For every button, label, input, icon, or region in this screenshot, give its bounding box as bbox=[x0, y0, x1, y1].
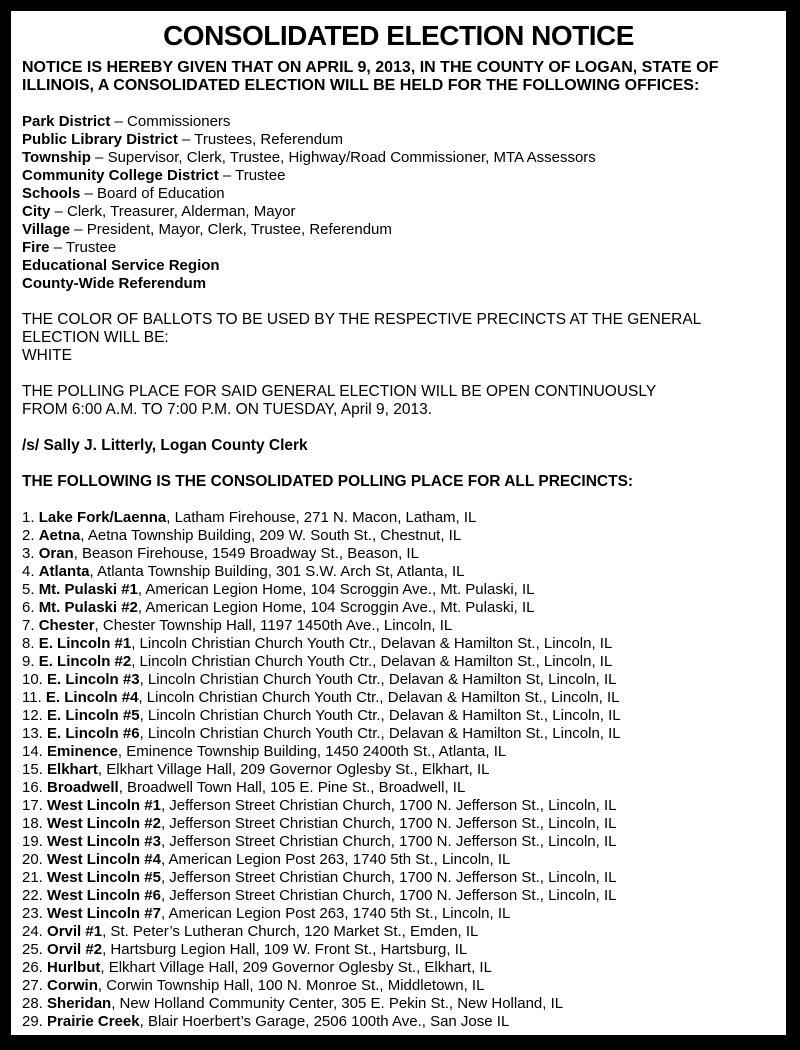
precinct-name: West Lincoln #1 bbox=[47, 797, 161, 814]
precinct-location: , American Legion Post 263, 1740 5th St., Lincoln, IL bbox=[160, 905, 511, 922]
precinct-location: , Lincoln Christian Church Youth Ctr., Delavan & Hamilton St., Lincoln, IL bbox=[131, 653, 613, 670]
precinct-name: West Lincoln #4 bbox=[47, 851, 161, 868]
precinct-item bbox=[22, 815, 775, 833]
precinct-location: , Elkhart Village Hall, 209 Governor Oglesby St., Elkhart, IL bbox=[97, 761, 490, 778]
precinct-location: , St. Peter’s Lutheran Church, 120 Market St., Emden, IL bbox=[102, 923, 479, 940]
precinct-number: 10. bbox=[22, 671, 48, 688]
precinct-name: Prairie Creek bbox=[47, 1013, 140, 1030]
precinct-item bbox=[22, 941, 775, 959]
precinct-item bbox=[22, 995, 775, 1013]
precinct-number: 27. bbox=[22, 977, 48, 994]
precinct-item bbox=[22, 869, 775, 887]
office-name: City bbox=[22, 203, 51, 220]
precinct-location: , Lincoln Christian Church Youth Ctr., Delavan & Hamilton St., Lincoln, IL bbox=[139, 707, 621, 724]
precinct-name: West Lincoln #3 bbox=[47, 833, 161, 850]
precinct-location: , Latham Firehouse, 271 N. Macon, Latham, IL bbox=[166, 509, 477, 526]
ballot-color-value: WHITE bbox=[22, 347, 72, 364]
polling-hours-paragraph bbox=[22, 383, 775, 419]
precincts-list bbox=[22, 509, 775, 1031]
office-detail: – Trustees, Referendum bbox=[177, 131, 343, 148]
precinct-name: Orvil #2 bbox=[47, 941, 103, 958]
precinct-name: E. Lincoln #4 bbox=[45, 689, 139, 706]
precinct-name: E. Lincoln #2 bbox=[38, 653, 132, 670]
precinct-location: , Elkhart Village Hall, 209 Governor Oglesby St., Elkhart, IL bbox=[100, 959, 492, 976]
precinct-number: 3. bbox=[22, 545, 39, 562]
precinct-number: 23. bbox=[22, 905, 48, 922]
precinct-number: 20. bbox=[22, 851, 48, 868]
precinct-location: , Atlanta Township Building, 301 S.W. Arch St, Atlanta, IL bbox=[89, 563, 465, 580]
precinct-name: West Lincoln #6 bbox=[47, 887, 161, 904]
office-detail: – Trustee bbox=[49, 239, 117, 256]
precinct-location: , American Legion Post 263, 1740 5th St., Lincoln, IL bbox=[160, 851, 511, 868]
office-detail: – President, Mayor, Clerk, Trustee, Referendum bbox=[70, 221, 392, 238]
precinct-name: Sheridan bbox=[47, 995, 112, 1012]
precinct-name: Corwin bbox=[47, 977, 98, 994]
precinct-location: , Jefferson Street Christian Church, 1700 N. Jefferson St., Lincoln, IL bbox=[160, 869, 617, 886]
clerk-signature: /s/ Sally J. Litterly, Logan County Clerk bbox=[22, 437, 308, 454]
precinct-location: , Jefferson Street Christian Church, 1700 N. Jefferson St., Lincoln, IL bbox=[160, 815, 617, 832]
precinct-location: , Eminence Township Building, 1450 2400th St., Atlanta, IL bbox=[117, 743, 507, 760]
precinct-location: , American Legion Home, 104 Scroggin Ave., Mt. Pulaski, IL bbox=[137, 599, 535, 616]
precinct-number: 5. bbox=[22, 581, 39, 598]
precinct-name: Oran bbox=[38, 545, 74, 562]
office-name: Public Library District bbox=[22, 131, 178, 148]
office-name: Community College District bbox=[22, 167, 219, 184]
precinct-number: 22. bbox=[22, 887, 48, 904]
precinct-name: Eminence bbox=[47, 743, 118, 760]
office-item bbox=[22, 131, 775, 149]
precinct-number: 24. bbox=[22, 923, 48, 940]
office-name: Village bbox=[22, 221, 71, 238]
precinct-number: 4. bbox=[22, 563, 39, 580]
precinct-item bbox=[22, 545, 775, 563]
precinct-item bbox=[22, 833, 775, 851]
precinct-name: Broadwell bbox=[47, 779, 119, 796]
precinct-name: Chester bbox=[38, 617, 95, 634]
office-item bbox=[22, 275, 775, 293]
precinct-location: , Blair Hoerbert’s Garage, 2506 100th Ave., San Jose IL bbox=[139, 1013, 510, 1030]
precinct-item bbox=[22, 581, 775, 599]
precinct-location: , Jefferson Street Christian Church, 1700 N. Jefferson St., Lincoln, IL bbox=[160, 887, 617, 904]
precinct-location: , Chester Township Hall, 1197 1450th Ave., Lincoln, IL bbox=[94, 617, 453, 634]
precinct-location: , Aetna Township Building, 209 W. South St., Chestnut, IL bbox=[80, 527, 462, 544]
precinct-item bbox=[22, 959, 775, 977]
office-name: Township bbox=[22, 149, 91, 166]
precinct-number: 1. bbox=[22, 509, 39, 526]
precinct-number: 11. bbox=[22, 689, 46, 706]
precinct-name: West Lincoln #5 bbox=[47, 869, 161, 886]
precinct-location: , New Holland Community Center, 305 E. Pekin St., New Holland, IL bbox=[111, 995, 564, 1012]
page-title: CONSOLIDATED ELECTION NOTICE bbox=[163, 20, 634, 51]
precinct-number: 17. bbox=[22, 797, 48, 814]
office-detail: – Trustee bbox=[218, 167, 286, 184]
precinct-location: , Lincoln Christian Church Youth Ctr., Delavan & Hamilton St., Lincoln, IL bbox=[138, 689, 620, 706]
precinct-number: 6. bbox=[22, 599, 39, 616]
precinct-item bbox=[22, 617, 775, 635]
precinct-number: 7. bbox=[22, 617, 39, 634]
office-item bbox=[22, 257, 775, 275]
precinct-number: 21. bbox=[22, 869, 48, 886]
precinct-name: Mt. Pulaski #1 bbox=[38, 581, 138, 598]
office-item bbox=[22, 221, 775, 239]
precinct-location: , American Legion Home, 104 Scroggin Ave., Mt. Pulaski, IL bbox=[137, 581, 535, 598]
precinct-item bbox=[22, 977, 775, 995]
precinct-name: Atlanta bbox=[38, 563, 90, 580]
precinct-item bbox=[22, 887, 775, 905]
precinct-location: , Lincoln Christian Church Youth Ctr., Delavan & Hamilton St, Lincoln, IL bbox=[139, 671, 617, 688]
precinct-item bbox=[22, 635, 775, 653]
precinct-item bbox=[22, 761, 775, 779]
precinct-item bbox=[22, 923, 775, 941]
offices-list bbox=[22, 113, 775, 293]
precinct-location: , Broadwell Town Hall, 105 E. Pine St., Broadwell, IL bbox=[118, 779, 466, 796]
precinct-number: 18. bbox=[22, 815, 48, 832]
precinct-name: Orvil #1 bbox=[47, 923, 103, 940]
precinct-number: 28. bbox=[22, 995, 48, 1012]
precinct-number: 25. bbox=[22, 941, 48, 958]
precinct-number: 19. bbox=[22, 833, 48, 850]
precinct-name: West Lincoln #2 bbox=[47, 815, 161, 832]
ballot-color-line: ELECTION WILL BE: bbox=[22, 329, 169, 346]
precinct-item bbox=[22, 725, 775, 743]
intro-line: ILLINOIS, A CONSOLIDATED ELECTION WILL BE HELD FOR THE FOLLOWING OFFICES: bbox=[22, 77, 700, 94]
notice-page bbox=[11, 11, 786, 1035]
office-detail: – Clerk, Treasurer, Alderman, Mayor bbox=[50, 203, 296, 220]
precinct-name: Lake Fork/Laenna bbox=[38, 509, 167, 526]
precinct-item bbox=[22, 743, 775, 761]
precinct-item bbox=[22, 1013, 775, 1031]
precinct-item bbox=[22, 905, 775, 923]
precinct-item bbox=[22, 797, 775, 815]
precinct-location: , Lincoln Christian Church Youth Ctr., Delavan & Hamilton St., Lincoln, IL bbox=[139, 725, 621, 742]
precinct-item bbox=[22, 653, 775, 671]
office-item bbox=[22, 203, 775, 221]
precinct-name: Hurlbut bbox=[47, 959, 101, 976]
precinct-location: , Beason Firehouse, 1549 Broadway St., Beason, IL bbox=[73, 545, 419, 562]
precinct-item bbox=[22, 527, 775, 545]
office-item bbox=[22, 167, 775, 185]
precinct-item bbox=[22, 851, 775, 869]
office-name: Fire bbox=[22, 239, 50, 256]
office-detail: – Commissioners bbox=[110, 113, 231, 130]
office-detail: – Board of Education bbox=[80, 185, 225, 202]
precinct-number: 14. bbox=[22, 743, 48, 760]
precinct-number: 15. bbox=[22, 761, 48, 778]
precinct-item bbox=[22, 599, 775, 617]
precinct-item bbox=[22, 563, 775, 581]
office-name: Schools bbox=[22, 185, 81, 202]
precinct-name: West Lincoln #7 bbox=[47, 905, 161, 922]
office-name: County-Wide Referendum bbox=[22, 275, 207, 292]
precinct-item bbox=[22, 509, 775, 527]
precinct-location: , Jefferson Street Christian Church, 1700 N. Jefferson St., Lincoln, IL bbox=[160, 833, 617, 850]
office-item bbox=[22, 239, 775, 257]
office-detail: – Supervisor, Clerk, Trustee, Highway/Road Commissioner, MTA Assessors bbox=[90, 149, 596, 166]
precinct-item bbox=[22, 689, 775, 707]
polling-hours-line: THE POLLING PLACE FOR SAID GENERAL ELECTION WILL BE OPEN CONTINUOUSLY bbox=[22, 383, 657, 400]
precinct-name: Mt. Pulaski #2 bbox=[38, 599, 138, 616]
precinct-name: E. Lincoln #5 bbox=[47, 707, 140, 724]
precinct-number: 2. bbox=[22, 527, 39, 544]
precinct-location: , Hartsburg Legion Hall, 109 W. Front St., Hartsburg, IL bbox=[102, 941, 468, 958]
ballot-color-line: THE COLOR OF BALLOTS TO BE USED BY THE RESPECTIVE PRECINCTS AT THE GENERAL bbox=[22, 311, 702, 328]
precinct-number: 29. bbox=[22, 1013, 48, 1030]
precinct-number: 26. bbox=[22, 959, 48, 976]
precinct-item bbox=[22, 707, 775, 725]
precinct-location: , Corwin Township Hall, 100 N. Monroe St., Middletown, IL bbox=[97, 977, 485, 994]
precinct-location: , Jefferson Street Christian Church, 1700 N. Jefferson St., Lincoln, IL bbox=[160, 797, 617, 814]
precinct-number: 16. bbox=[22, 779, 48, 796]
office-name: Park District bbox=[22, 113, 111, 130]
precinct-number: 13. bbox=[22, 725, 48, 742]
precincts-heading: THE FOLLOWING IS THE CONSOLIDATED POLLING PLACE FOR ALL PRECINCTS: bbox=[22, 473, 634, 490]
intro-paragraph bbox=[22, 59, 775, 95]
office-name: Educational Service Region bbox=[22, 257, 220, 274]
precinct-location: , Lincoln Christian Church Youth Ctr., Delavan & Hamilton St., Lincoln, IL bbox=[131, 635, 613, 652]
precinct-name: Elkhart bbox=[47, 761, 98, 778]
precinct-number: 8. bbox=[22, 635, 39, 652]
precinct-number: 12. bbox=[22, 707, 48, 724]
ballot-color-paragraph bbox=[22, 311, 775, 365]
polling-hours-line: FROM 6:00 A.M. TO 7:00 P.M. ON TUESDAY, April 9, 2013. bbox=[22, 401, 433, 418]
intro-line: NOTICE IS HEREBY GIVEN THAT ON APRIL 9, 2013, IN THE COUNTY OF LOGAN, STATE OF bbox=[22, 59, 719, 76]
precinct-item bbox=[22, 779, 775, 797]
office-item bbox=[22, 149, 775, 167]
office-item bbox=[22, 113, 775, 131]
precinct-name: E. Lincoln #3 bbox=[47, 671, 140, 688]
office-item bbox=[22, 185, 775, 203]
precinct-name: Aetna bbox=[38, 527, 81, 544]
precinct-name: E. Lincoln #1 bbox=[38, 635, 132, 652]
precinct-number: 9. bbox=[22, 653, 39, 670]
precinct-name: E. Lincoln #6 bbox=[47, 725, 140, 742]
precinct-item bbox=[22, 671, 775, 689]
